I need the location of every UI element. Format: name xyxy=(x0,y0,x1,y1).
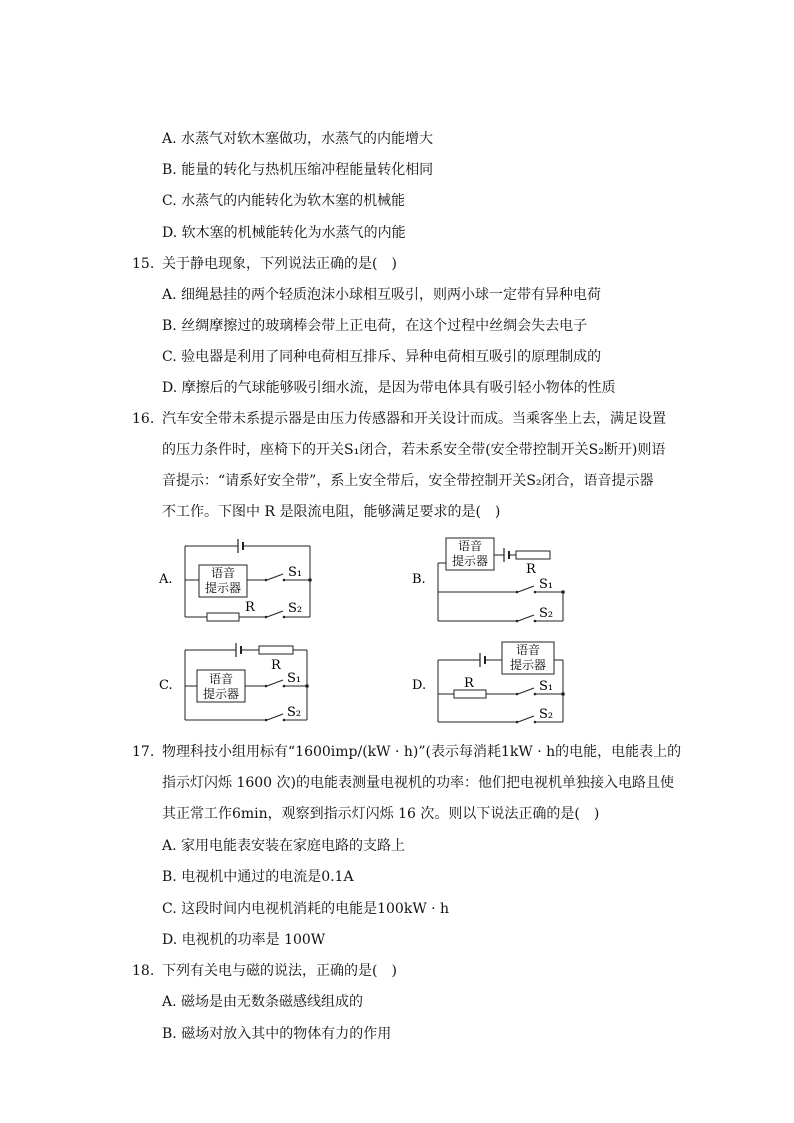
option-a: A. 磁场是由无数条磁感线组成的 xyxy=(162,994,364,1010)
question-number: 18. xyxy=(132,963,155,979)
question-stem-line: 物理科技小组用标有“1600imp/(kW · h)”(表示每消耗1kW · h的电能，电能表上的 xyxy=(162,744,682,760)
circuit-diagram-b xyxy=(408,533,578,629)
question-stem: 关于静电现象，下列说法正确的是( ) xyxy=(162,256,397,272)
option-b: B. 电视机中通过的电流是0.1A xyxy=(162,869,354,885)
svg-text:R: R xyxy=(271,658,281,673)
svg-text:S₂: S₂ xyxy=(539,707,554,722)
option-b: B. 能量的转化与热机压缩冲程能量转化相同 xyxy=(162,162,434,178)
svg-text:语音: 语音 xyxy=(211,566,236,580)
svg-text:S₂: S₂ xyxy=(539,606,554,621)
svg-text:A.: A. xyxy=(159,572,173,587)
option-d: D. 摩擦后的气球能够吸引细水流，是因为带电体具有吸引轻小物体的性质 xyxy=(162,380,616,396)
svg-text:语音: 语音 xyxy=(516,643,541,657)
option-b: B. 丝绸摩擦过的玻璃棒会带上正电荷，在这个过程中丝绸会失去电子 xyxy=(162,318,588,334)
question-stem-line: 音提示：“请系好安全带”，系上安全带后，安全带控制开关S₂闭合，语音提示器 xyxy=(162,473,654,489)
option-d: D. 软木塞的机械能转化为水蒸气的内能 xyxy=(162,225,406,241)
svg-text:语音: 语音 xyxy=(209,672,234,686)
option-b: B. 磁场对放入其中的物体有力的作用 xyxy=(162,1026,392,1042)
option-a: A. 水蒸气对软木塞做功，水蒸气的内能增大 xyxy=(162,131,434,147)
svg-text:R: R xyxy=(464,676,474,691)
question-number: 17. xyxy=(132,744,155,760)
question-stem-line: 的压力条件时，座椅下的开关S₁闭合，若未系安全带(安全带控制开关S₂断开)则语 xyxy=(162,442,666,458)
svg-text:S₁: S₁ xyxy=(287,671,302,686)
svg-text:R: R xyxy=(245,600,255,615)
svg-text:语音: 语音 xyxy=(458,539,483,553)
svg-text:S₂: S₂ xyxy=(288,601,303,616)
option-c: C. 水蒸气的内能转化为软木塞的机械能 xyxy=(162,193,406,209)
svg-text:C.: C. xyxy=(159,678,173,693)
question-stem-line: 汽车安全带未系提示器是由压力传感器和开关设计而成。当乘客坐上去，满足设置 xyxy=(162,411,666,427)
option-c: C. 这段时间内电视机消耗的电能是100kW · h xyxy=(162,901,450,917)
circuit-diagram-a xyxy=(155,533,325,629)
option-a: A. 家用电能表安装在家庭电路的支路上 xyxy=(162,838,406,854)
question-stem: 下列有关电与磁的说法，正确的是( ) xyxy=(162,963,397,979)
svg-text:B.: B. xyxy=(412,572,426,587)
circuit-diagram-d xyxy=(408,638,578,728)
svg-text:提示器: 提示器 xyxy=(452,554,489,568)
question-stem-line: 其正常工作6min，观察到指示灯闪烁 16 次。则以下说法正确的是( ) xyxy=(162,806,600,822)
option-a: A. 细绳悬挂的两个轻质泡沫小球相互吸引，则两小球一定带有异种电荷 xyxy=(162,287,602,303)
svg-text:提示器: 提示器 xyxy=(203,687,240,701)
circuit-diagram-c xyxy=(155,638,325,726)
svg-text:S₂: S₂ xyxy=(287,705,302,720)
question-number: 16. xyxy=(132,411,155,427)
svg-text:S₁: S₁ xyxy=(288,565,303,580)
option-c: C. 验电器是利用了同种电荷相互排斥、异种电荷相互吸引的原理制成的 xyxy=(162,349,602,365)
svg-text:S₁: S₁ xyxy=(539,577,554,592)
question-number: 15. xyxy=(132,256,155,272)
svg-text:R: R xyxy=(526,562,536,577)
svg-text:提示器: 提示器 xyxy=(510,658,547,672)
option-d: D. 电视机的功率是 100W xyxy=(162,932,326,948)
question-stem-line: 不工作。下图中 R 是限流电阻，能够满足要求的是( ) xyxy=(162,504,501,520)
svg-text:提示器: 提示器 xyxy=(205,581,242,595)
svg-text:D.: D. xyxy=(412,678,427,693)
svg-text:S₁: S₁ xyxy=(539,679,554,694)
question-stem-line: 指示灯闪烁 1600 次)的电能表测量电视机的功率：他们把电视机单独接入电路且使 xyxy=(162,775,674,791)
